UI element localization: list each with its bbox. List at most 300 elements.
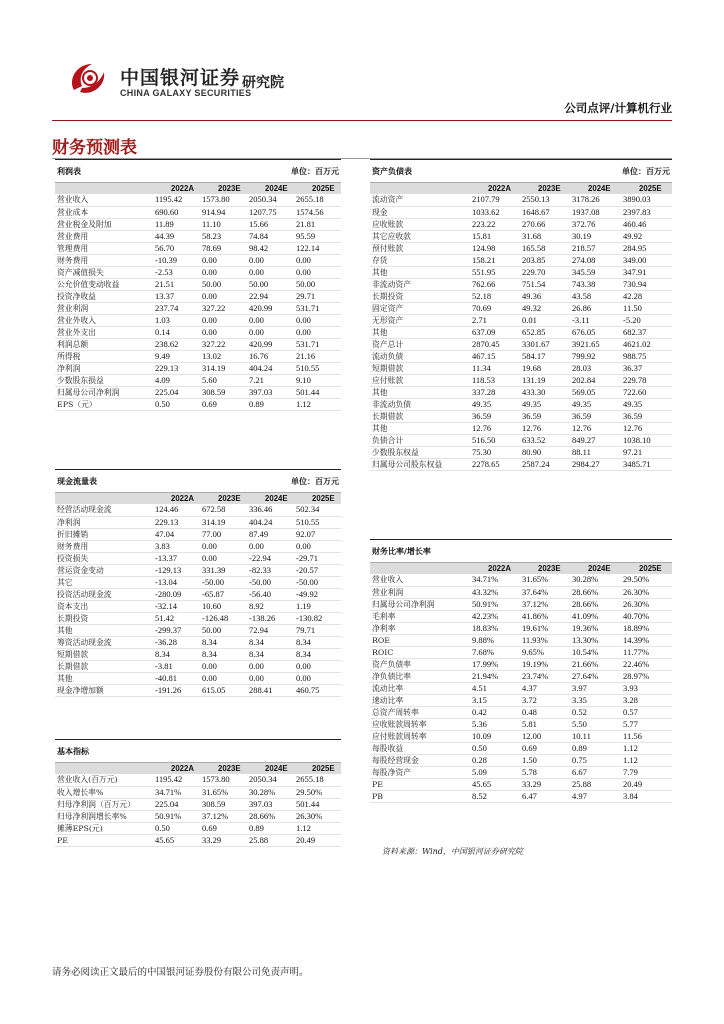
cell-value: 118.53: [470, 374, 520, 386]
cell-value: 722.60: [621, 386, 672, 398]
cell-value: 0.00: [200, 552, 247, 564]
cell-value: 1038.10: [621, 434, 672, 446]
year-header-blank: [55, 183, 153, 195]
table-row: [55, 326, 341, 338]
cell-value: 0.00: [200, 314, 247, 326]
row-label: 资本支出: [55, 600, 153, 612]
cell-value: 3.93: [621, 682, 672, 694]
table-title-row: [55, 740, 341, 763]
cell-value: 11.34: [470, 362, 520, 374]
cell-value: 3485.71: [621, 458, 672, 470]
cell-value: 0.57: [621, 706, 672, 718]
table-row: [370, 766, 672, 778]
cell-value: 43.32%: [470, 586, 520, 598]
table-row: [370, 398, 672, 410]
cell-value: 4621.02: [621, 338, 672, 350]
row-label: 公允价值变动收益: [55, 278, 153, 290]
table-row: [55, 504, 341, 516]
cell-value: 0.00: [200, 540, 247, 552]
cell-value: 19.36%: [570, 622, 621, 634]
cell-value: 34.71%: [153, 786, 200, 798]
table-unit: [570, 540, 672, 563]
cell-value: 203.85: [520, 254, 570, 266]
cell-value: 336.46: [247, 504, 294, 516]
table-row: [55, 648, 341, 660]
cell-value: 314.19: [200, 362, 247, 374]
cell-value: 404.24: [247, 516, 294, 528]
table-row: [55, 314, 341, 326]
cell-value: 347.91: [621, 266, 672, 278]
row-label: 应付账款周转率: [370, 730, 470, 742]
cell-value: 5.09: [470, 766, 520, 778]
cell-value: -3.11: [570, 314, 621, 326]
year-header: 2025E: [294, 493, 341, 505]
year-header: 2024E: [570, 563, 621, 575]
income-statement-table: [55, 159, 341, 411]
cell-value: -22.94: [247, 552, 294, 564]
cell-value: 0.00: [294, 254, 341, 266]
cell-value: 349.00: [621, 254, 672, 266]
cell-value: 637.09: [470, 326, 520, 338]
year-header: 2025E: [294, 183, 341, 195]
table-row: [55, 564, 341, 576]
cell-value: 5.81: [520, 718, 570, 730]
cell-value: -36.28: [153, 636, 200, 648]
header-divider: [52, 120, 672, 121]
table-row: [55, 600, 341, 612]
cell-value: 79.71: [294, 624, 341, 636]
cell-value: 41.86%: [520, 610, 570, 622]
row-label: PE: [370, 778, 470, 790]
cell-value: 510.55: [294, 516, 341, 528]
row-label: 营业外收入: [55, 314, 153, 326]
table-row: [55, 230, 341, 242]
cell-value: 50.00: [200, 624, 247, 636]
cell-value: 12.00: [520, 730, 570, 742]
table-row: [55, 254, 341, 266]
cell-value: -10.39: [153, 254, 200, 266]
cell-value: 8.34: [247, 648, 294, 660]
year-header: 2022A: [153, 493, 200, 505]
table-row: [370, 278, 672, 290]
cell-value: -65.87: [200, 588, 247, 600]
table-row: [55, 350, 341, 362]
cell-value: 77.00: [200, 528, 247, 540]
cell-value: 2397.83: [621, 206, 672, 218]
table-title: 现金流量表: [55, 470, 247, 493]
cell-value: 308.59: [200, 798, 247, 810]
table-unit: 单位：百万元: [570, 160, 672, 183]
row-label: 营业成本: [55, 206, 153, 218]
cell-value: 1.12: [294, 398, 341, 410]
cell-value: 12.76: [470, 422, 520, 434]
cell-value: 0.52: [570, 706, 621, 718]
cell-value: 0.00: [200, 290, 247, 302]
year-header: 2025E: [294, 763, 341, 775]
cell-value: 37.64%: [520, 586, 570, 598]
cell-value: 28.66%: [570, 598, 621, 610]
cell-value: 5.77: [621, 718, 672, 730]
table-row: [370, 634, 672, 646]
row-label: EPS（元）: [55, 398, 153, 410]
cell-value: 501.44: [294, 798, 341, 810]
cell-value: 743.38: [570, 278, 621, 290]
table-row: [370, 574, 672, 586]
cell-value: 28.66%: [570, 586, 621, 598]
cell-value: 988.75: [621, 350, 672, 362]
cell-value: 3.83: [153, 540, 200, 552]
cell-value: 676.05: [570, 326, 621, 338]
cell-value: 0.00: [294, 660, 341, 672]
table-row: [370, 670, 672, 682]
cell-value: -2.53: [153, 266, 200, 278]
cell-value: 11.50: [621, 302, 672, 314]
source-note: 资料来源：Wind，中国银河证券研究院: [382, 847, 523, 856]
cell-value: 345.59: [570, 266, 621, 278]
row-label: 投资损失: [55, 552, 153, 564]
cell-value: -20.57: [294, 564, 341, 576]
year-header-row: [370, 563, 672, 575]
cell-value: 0.00: [247, 672, 294, 684]
table-row: [55, 672, 341, 684]
cell-value: 122.14: [294, 242, 341, 254]
table-row: [370, 434, 672, 446]
cell-value: 690.60: [153, 206, 200, 218]
cell-value: 11.89: [153, 218, 200, 230]
row-label: 营运资金变动: [55, 564, 153, 576]
cell-value: 652.85: [520, 326, 570, 338]
cell-value: 31.68: [520, 230, 570, 242]
cell-value: 95.59: [294, 230, 341, 242]
cell-value: 50.91%: [153, 810, 200, 822]
row-label: 其它: [55, 576, 153, 588]
cell-value: 36.59: [470, 410, 520, 422]
table-title: 资产负债表: [370, 160, 570, 183]
table-row: [370, 646, 672, 658]
cell-value: 5.78: [520, 766, 570, 778]
cell-value: 34.71%: [470, 574, 520, 586]
cell-value: 615.05: [200, 684, 247, 696]
cell-value: 531.71: [294, 338, 341, 350]
table-row: [370, 422, 672, 434]
row-label: 资产负债率: [370, 658, 470, 670]
cell-value: 18.83%: [470, 622, 520, 634]
cell-value: 3178.26: [570, 194, 621, 206]
cell-value: 98.42: [247, 242, 294, 254]
cell-value: 18.89%: [621, 622, 672, 634]
table-row: [55, 684, 341, 696]
table-row: [55, 588, 341, 600]
cell-value: 9.10: [294, 374, 341, 386]
row-label: 投资活动现金流: [55, 588, 153, 600]
cell-value: 0.28: [470, 754, 520, 766]
year-header: 2023E: [200, 763, 247, 775]
table-row: [55, 398, 341, 410]
cell-value: -32.14: [153, 600, 200, 612]
row-label: 利润总额: [55, 338, 153, 350]
cell-value: 730.94: [621, 278, 672, 290]
table-row: [370, 326, 672, 338]
table-row: [55, 218, 341, 230]
cell-value: 25.88: [247, 834, 294, 846]
cell-value: 0.50: [153, 398, 200, 410]
table-row: [370, 362, 672, 374]
cell-value: 28.03: [570, 362, 621, 374]
cell-value: 460.75: [294, 684, 341, 696]
cell-value: 25.88: [570, 778, 621, 790]
cell-value: 9.49: [153, 350, 200, 362]
cell-value: 30.19: [570, 230, 621, 242]
row-label: 无形资产: [370, 314, 470, 326]
cell-value: 0.75: [570, 754, 621, 766]
cell-value: 308.59: [200, 386, 247, 398]
cell-value: 158.21: [470, 254, 520, 266]
cell-value: 3.84: [621, 790, 672, 802]
table-row: [55, 302, 341, 314]
table-row: [55, 552, 341, 564]
table-row: [370, 694, 672, 706]
cell-value: 29.71: [294, 290, 341, 302]
cell-value: 1.19: [294, 600, 341, 612]
table-title-row: [55, 470, 341, 493]
cell-value: 516.50: [470, 434, 520, 446]
cell-value: 3301.67: [520, 338, 570, 350]
cell-value: 1.12: [621, 742, 672, 754]
table-row: [55, 338, 341, 350]
cell-value: 0.89: [247, 398, 294, 410]
cell-value: 37.12%: [200, 810, 247, 822]
cell-value: 124.46: [153, 504, 200, 516]
galaxy-logo-icon: [66, 60, 110, 98]
cell-value: 44.39: [153, 230, 200, 242]
cell-value: 0.00: [247, 266, 294, 278]
cell-value: 751.54: [520, 278, 570, 290]
cell-value: 97.21: [621, 446, 672, 458]
cell-value: 0.00: [200, 660, 247, 672]
cell-value: 165.58: [520, 242, 570, 254]
row-label: 归属母公司净利润: [370, 598, 470, 610]
row-label: 营业收入: [370, 574, 470, 586]
cell-value: 36.59: [621, 410, 672, 422]
table-title-row: [370, 160, 672, 183]
logo-chinese-name: 中国银河证券: [120, 67, 241, 89]
table-row: [370, 742, 672, 754]
table-row: [55, 810, 341, 822]
cell-value: 27.64%: [570, 670, 621, 682]
cell-value: 0.00: [294, 672, 341, 684]
cell-value: 8.34: [294, 648, 341, 660]
cell-value: 9.65%: [520, 646, 570, 658]
table-row: [55, 822, 341, 834]
row-label: 营业外支出: [55, 326, 153, 338]
cell-value: 0.00: [200, 254, 247, 266]
table-row: [55, 798, 341, 810]
table-row: [55, 386, 341, 398]
cell-value: -29.71: [294, 552, 341, 564]
cell-value: 72.94: [247, 624, 294, 636]
table-unit: 单位：百万元: [247, 160, 341, 183]
cell-value: 5.36: [470, 718, 520, 730]
row-label: 长期借款: [55, 660, 153, 672]
row-label: 少数股东损益: [55, 374, 153, 386]
cell-value: 49.36: [520, 290, 570, 302]
cell-value: 8.92: [247, 600, 294, 612]
cell-value: 0.00: [200, 672, 247, 684]
cell-value: -50.00: [247, 576, 294, 588]
cell-value: -50.00: [200, 576, 247, 588]
cell-value: 8.34: [200, 636, 247, 648]
table-row: [55, 774, 341, 786]
row-label: 资产减值损失: [55, 266, 153, 278]
cell-value: -82.33: [247, 564, 294, 576]
table-row: [370, 206, 672, 218]
cell-value: 1648.67: [520, 206, 570, 218]
cell-value: 270.66: [520, 218, 570, 230]
cell-value: 327.22: [200, 338, 247, 350]
cell-value: 7.21: [247, 374, 294, 386]
row-label: 营业税金及附加: [55, 218, 153, 230]
row-label: 其他: [370, 326, 470, 338]
year-header-blank: [55, 763, 153, 775]
cell-value: 20.49: [294, 834, 341, 846]
table-row: [370, 446, 672, 458]
row-label: 每股收益: [370, 742, 470, 754]
cell-value: -3.81: [153, 660, 200, 672]
cell-value: 531.71: [294, 302, 341, 314]
cell-value: 0.69: [200, 398, 247, 410]
cell-value: 12.76: [621, 422, 672, 434]
row-label: 每股净资产: [370, 766, 470, 778]
cell-value: 551.95: [470, 266, 520, 278]
cell-value: 10.09: [470, 730, 520, 742]
cell-value: 10.60: [200, 600, 247, 612]
row-label: 财务费用: [55, 540, 153, 552]
cell-value: 45.65: [153, 834, 200, 846]
cell-value: 0.48: [520, 706, 570, 718]
cell-value: 20.49: [621, 778, 672, 790]
cell-value: 75.30: [470, 446, 520, 458]
table-row: [370, 410, 672, 422]
cell-value: 15.66: [247, 218, 294, 230]
cell-value: 0.00: [247, 326, 294, 338]
cell-value: 288.41: [247, 684, 294, 696]
row-label: PE: [55, 834, 153, 846]
cell-value: 22.94: [247, 290, 294, 302]
year-header: 2024E: [247, 183, 294, 195]
cell-value: 237.74: [153, 302, 200, 314]
table-row: [370, 682, 672, 694]
cell-value: 5.60: [200, 374, 247, 386]
cell-value: 87.49: [247, 528, 294, 540]
cell-value: 799.92: [570, 350, 621, 362]
cell-value: 6.47: [520, 790, 570, 802]
year-header-blank: [370, 183, 470, 195]
cell-value: 502.34: [294, 504, 341, 516]
table-row: [55, 516, 341, 528]
report-category: 公司点评/计算机行业: [564, 101, 672, 115]
table-row: [55, 278, 341, 290]
cell-value: -13.37: [153, 552, 200, 564]
cell-value: 92.07: [294, 528, 341, 540]
cell-value: 682.37: [621, 326, 672, 338]
cell-value: 31.65%: [200, 786, 247, 798]
cell-value: 225.04: [153, 386, 200, 398]
cell-value: 21.66%: [570, 658, 621, 670]
cell-value: 2107.79: [470, 194, 520, 206]
row-label: 每股经营现金: [370, 754, 470, 766]
cell-value: 2278.65: [470, 458, 520, 470]
cell-value: 29.50%: [621, 574, 672, 586]
cell-value: 52.18: [470, 290, 520, 302]
year-header: 2023E: [520, 563, 570, 575]
row-label: 营业收入: [55, 194, 153, 206]
table-row: [370, 230, 672, 242]
cell-value: 22.46%: [621, 658, 672, 670]
cell-value: 460.46: [621, 218, 672, 230]
balance-sheet-table: [370, 159, 672, 471]
cell-value: 337.28: [470, 386, 520, 398]
row-label: 预付账款: [370, 242, 470, 254]
cell-value: 501.44: [294, 386, 341, 398]
cell-value: 633.52: [520, 434, 570, 446]
cell-value: 2.71: [470, 314, 520, 326]
row-label: 管理费用: [55, 242, 153, 254]
table-row: [55, 374, 341, 386]
table-row: [370, 730, 672, 742]
cell-value: 6.67: [570, 766, 621, 778]
cell-value: 11.77%: [621, 646, 672, 658]
cell-value: 49.92: [621, 230, 672, 242]
cell-value: 1574.56: [294, 206, 341, 218]
cell-value: 3.35: [570, 694, 621, 706]
row-label: 投资净收益: [55, 290, 153, 302]
year-header: 2022A: [153, 763, 200, 775]
year-header-row: [370, 183, 672, 195]
cell-value: 0.00: [247, 254, 294, 266]
cell-value: 0.00: [200, 266, 247, 278]
table-unit: 单位：百万元: [247, 470, 341, 493]
cell-value: 49.32: [520, 302, 570, 314]
cell-value: -56.40: [247, 588, 294, 600]
cell-value: 433.30: [520, 386, 570, 398]
table-row: [370, 706, 672, 718]
cell-value: 8.34: [200, 648, 247, 660]
cell-value: 3.28: [621, 694, 672, 706]
cell-value: 0.89: [247, 822, 294, 834]
row-label: 归属母公司股东权益: [370, 458, 470, 470]
cell-value: 0.00: [294, 326, 341, 338]
cell-value: 80.90: [520, 446, 570, 458]
cell-value: 29.50%: [294, 786, 341, 798]
cell-value: 5.50: [570, 718, 621, 730]
page-title: 财务预测表: [52, 138, 137, 158]
cell-value: 584.17: [520, 350, 570, 362]
cell-value: 0.50: [153, 822, 200, 834]
row-label: 长期投资: [370, 290, 470, 302]
row-label: 收入增长率%: [55, 786, 153, 798]
table-row: [370, 778, 672, 790]
row-label: 速动比率: [370, 694, 470, 706]
cell-value: -130.82: [294, 612, 341, 624]
year-header-blank: [370, 563, 470, 575]
row-label: 毛利率: [370, 610, 470, 622]
table-title-row: [370, 540, 672, 563]
row-label: 总资产周转率: [370, 706, 470, 718]
report-header: [0, 0, 724, 122]
cell-value: 1573.80: [200, 194, 247, 206]
cell-value: 331.39: [200, 564, 247, 576]
cell-value: 8.34: [153, 648, 200, 660]
